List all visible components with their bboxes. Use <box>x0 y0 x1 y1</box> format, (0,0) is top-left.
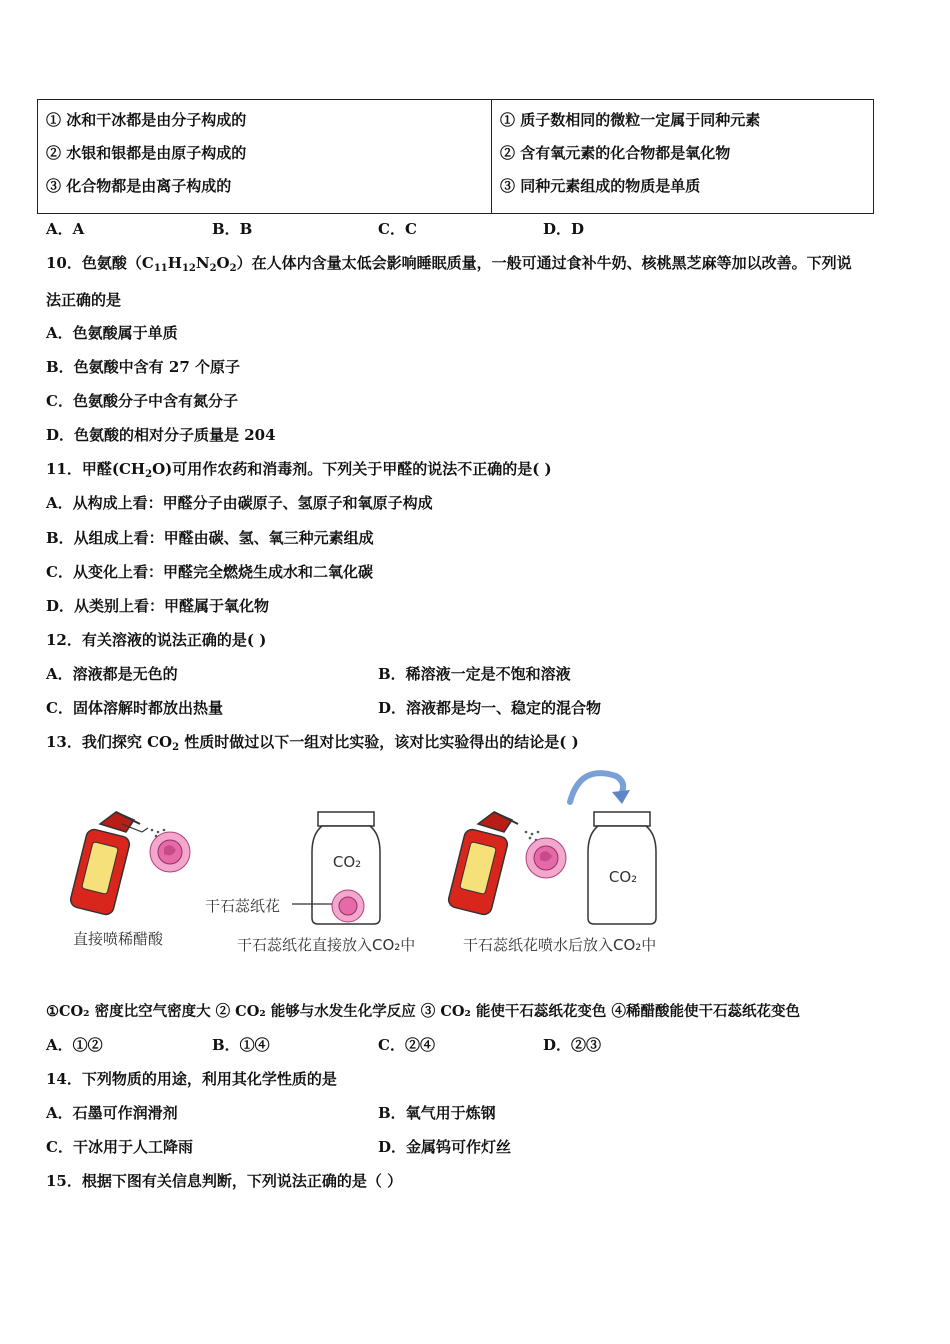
flower-icon <box>150 832 190 872</box>
q11-stem-pre: 11．甲醛(CH <box>46 460 146 478</box>
q10-stem-post: ）在人体内含量太低会影响睡眠质量，一般可通过食补牛奶、核桃黑芝麻等加以改善。下列说 <box>236 254 852 272</box>
q13-option-b[interactable]: B．①④ <box>212 1036 270 1054</box>
curved-arrow-icon <box>570 773 630 804</box>
statement-right-column <box>492 100 874 214</box>
q9-option-a[interactable]: A．A <box>46 220 85 238</box>
q9-option-d[interactable]: D．D <box>543 220 585 238</box>
q12-option-b[interactable]: B．稀溶液一定是不饱和溶液 <box>378 665 571 683</box>
q14-option-a[interactable]: A．石墨可作润滑剂 <box>46 1104 178 1122</box>
q10-option-b[interactable]: B．色氨酸中含有 27 个原子 <box>46 358 240 376</box>
spray-bottle-2-icon <box>447 812 518 916</box>
bottle-label-2: CO₂ <box>608 868 638 886</box>
q13-stem-pre: 13．我们探究 CO <box>46 733 173 751</box>
q11-option-d[interactable]: D．从类别上看：甲醛属于氧化物 <box>46 597 270 615</box>
q10-stem-line2: 法正确的是 <box>46 291 122 309</box>
q13-stem-post: 性质时做过以下一组对比实验，该对比实验得出的结论是( ) <box>179 733 579 751</box>
q10-sub2: 12 <box>181 263 196 274</box>
flower-2-icon <box>526 838 566 878</box>
q14-stem: 14．下列物质的用途，利用其化学性质的是 <box>46 1070 337 1088</box>
figure-label-spray: 直接喷稀醋酸 <box>73 930 164 948</box>
q10-stem <box>46 252 852 274</box>
q11-stem-post: O)可用作农药和消毒剂。下列关于甲醛的说法不正确的是( ) <box>152 460 552 478</box>
q14-option-d[interactable]: D．金属钨可作灯丝 <box>378 1138 512 1156</box>
bottle-label-1: CO₂ <box>332 853 362 871</box>
q13-option-d[interactable]: D．②③ <box>543 1036 602 1054</box>
statement-right-1: ① 质子数相同的微粒一定属于同种元素 <box>500 111 761 129</box>
q10-o: O <box>216 254 230 272</box>
q11-option-a[interactable]: A．从构成上看：甲醛分子由碳原子、氢原子和氧原子构成 <box>46 494 433 512</box>
q13-option-a[interactable]: A．①② <box>46 1036 103 1054</box>
q15-stem: 15．根据下图有关信息判断，下列说法正确的是（ ） <box>46 1172 403 1190</box>
statement-left-2: ② 水银和银都是由原子构成的 <box>46 144 247 162</box>
q13-conclusions: ①CO₂ 密度比空气密度大 ② CO₂ 能够与水发生化学反应 ③ CO₂ 能使干石蕊纸花变色 ④稀醋酸能使干石蕊纸花变色 <box>46 1003 800 1020</box>
statement-table <box>37 99 874 214</box>
q10-sub4: 2 <box>229 263 237 274</box>
statement-left-3: ③ 化合物都是由离子构成的 <box>46 177 232 195</box>
q11-sub: 2 <box>145 469 153 480</box>
q12-option-a[interactable]: A．溶液都是无色的 <box>46 665 178 683</box>
q14-option-b[interactable]: B．氧气用于炼钢 <box>378 1104 496 1122</box>
q13-option-c[interactable]: C．②④ <box>378 1036 435 1054</box>
q14-option-c[interactable]: C．干冰用于人工降雨 <box>46 1138 193 1156</box>
q11-option-c[interactable]: C．从变化上看：甲醛完全燃烧生成水和二氧化碳 <box>46 563 373 581</box>
q9-option-b[interactable]: B．B <box>212 220 253 238</box>
statement-left-1: ① 冰和干冰都是由分子构成的 <box>46 111 247 129</box>
q11-option-b[interactable]: B．从组成上看：甲醛由碳、氢、氧三种元素组成 <box>46 529 374 547</box>
figure-label-wet: 干石蕊纸花喷水后放入CO₂中 <box>463 936 657 954</box>
figure-label-flower: 干石蕊纸花 <box>205 897 281 915</box>
q10-stem-pre: 10．色氨酸（C <box>46 254 154 272</box>
q10-h: H <box>167 254 182 272</box>
q10-n: N <box>195 254 210 272</box>
flower-in-bottle-icon <box>332 890 364 922</box>
q12-option-d[interactable]: D．溶液都是均一、稳定的混合物 <box>378 699 602 717</box>
q10-sub3: 2 <box>209 263 217 274</box>
q10-option-d[interactable]: D．色氨酸的相对分子质量是 204 <box>46 426 276 444</box>
q10-option-c[interactable]: C．色氨酸分子中含有氮分子 <box>46 392 238 410</box>
statement-left-column <box>38 100 492 214</box>
statement-right-3: ③ 同种元素组成的物质是单质 <box>500 177 701 195</box>
spray-bottle-icon <box>69 812 148 916</box>
q10-option-a[interactable]: A．色氨酸属于单质 <box>46 324 178 342</box>
figure-label-direct: 干石蕊纸花直接放入CO₂中 <box>237 936 416 954</box>
q12-option-c[interactable]: C．固体溶解时都放出热量 <box>46 699 223 717</box>
q11-stem <box>46 458 552 480</box>
q13-stem <box>46 731 579 753</box>
statement-right-2: ② 含有氧元素的化合物都是氧化物 <box>500 144 731 162</box>
q12-stem: 12．有关溶液的说法正确的是( ) <box>46 631 267 649</box>
q9-option-c[interactable]: C．C <box>378 220 417 238</box>
q13-sub: 2 <box>172 742 180 753</box>
q10-sub1: 11 <box>153 263 168 274</box>
